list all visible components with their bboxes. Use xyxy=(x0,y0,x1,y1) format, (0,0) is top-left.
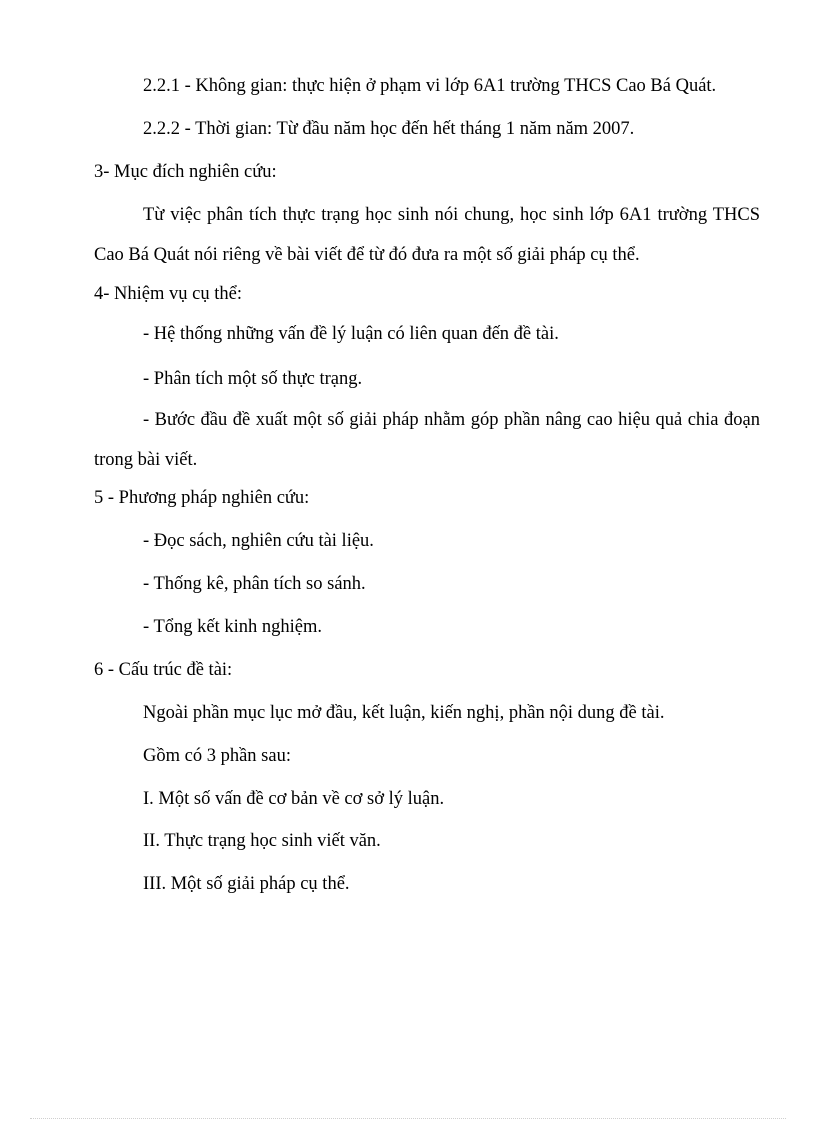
heading-specific-tasks: 4- Nhiệm vụ cụ thể: xyxy=(94,284,242,304)
method-item-reading: - Đọc sách, nghiên cứu tài liệu. xyxy=(143,531,374,551)
section-2-2-2-time: 2.2.2 - Thời gian: Từ đầu năm học đến hết tháng 1 năm năm 2007. xyxy=(143,119,635,139)
section-2-2-1-space: 2.2.1 - Không gian: thực hiện ở phạm vi lớp 6A1 trường THCS Cao Bá Quát. xyxy=(143,76,717,96)
structure-part-2: II. Thực trạng học sinh viết văn. xyxy=(143,831,381,851)
method-item-summary: - Tổng kết kinh nghiệm. xyxy=(143,617,322,637)
method-item-statistics: - Thống kê, phân tích so sánh. xyxy=(143,574,366,594)
task-item-theory: - Hệ thống những vấn đề lý luận có liên quan đến đề tài. xyxy=(143,324,559,344)
task-item-analysis: - Phân tích một số thực trạng. xyxy=(143,369,363,389)
heading-research-purpose: 3- Mục đích nghiên cứu: xyxy=(94,162,277,182)
task-item-proposal: - Bước đầu đề xuất một số giải pháp nhằm góp phần nâng cao hiệu quả chia đoạn trong bài viết. xyxy=(94,410,760,470)
structure-part-1: I. Một số vấn đề cơ bản về cơ sở lý luận. xyxy=(143,789,445,809)
heading-research-methods: 5 - Phương pháp nghiên cứu: xyxy=(94,488,310,508)
page-bottom-divider xyxy=(30,1118,786,1119)
structure-intro: Ngoài phần mục lục mở đầu, kết luận, kiến nghị, phần nội dung đề tài. xyxy=(143,703,665,723)
paragraph-research-purpose: Từ việc phân tích thực trạng học sinh nói chung, học sinh lớp 6A1 trường THCS Cao Bá Quát nói riêng về bài viết để từ đó đưa ra một số giải pháp cụ thể. xyxy=(94,205,760,265)
heading-structure: 6 - Cấu trúc đề tài: xyxy=(94,660,233,680)
structure-parts-count: Gồm có 3 phần sau: xyxy=(143,746,291,766)
structure-part-3: III. Một số giải pháp cụ thể. xyxy=(143,874,350,894)
